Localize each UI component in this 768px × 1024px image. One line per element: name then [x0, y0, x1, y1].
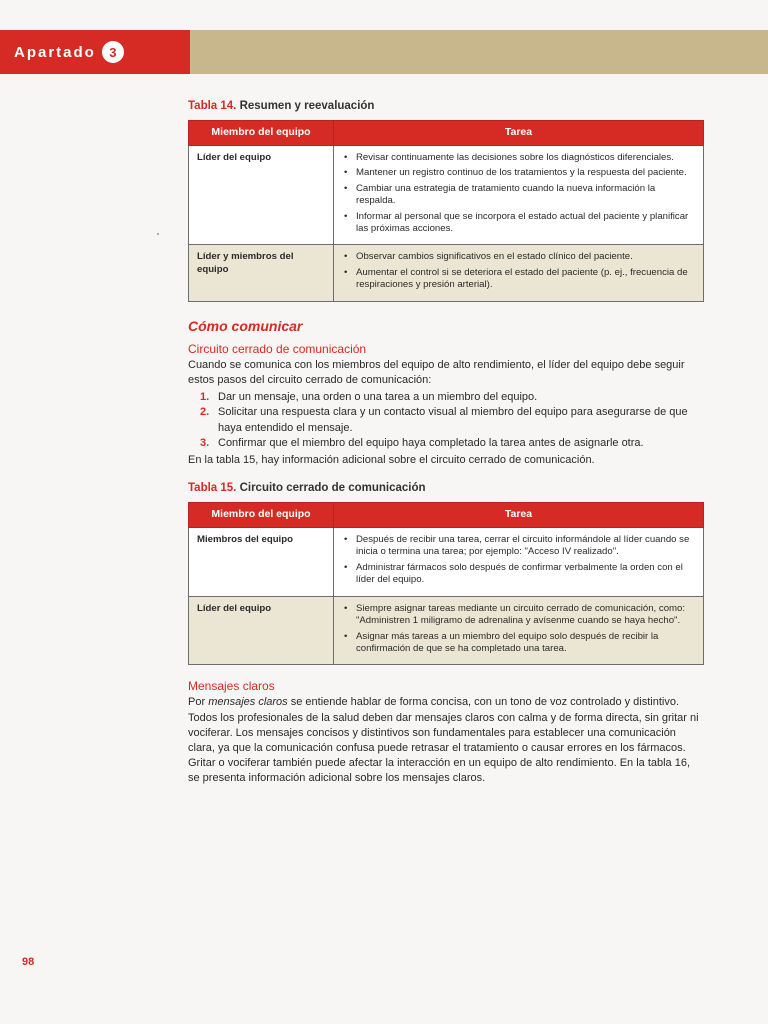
table-row [189, 527, 704, 596]
task-cell [334, 527, 704, 596]
steps-list [188, 390, 704, 451]
step-text: Confirmar que el miembro del equipo haya completado la tarea antes de asignarle otra. [218, 436, 644, 449]
member-cell: Líder del equipo [189, 596, 334, 665]
list-item [188, 405, 704, 435]
step-text: Solicitar una respuesta clara y un contacto visual al miembro del equipo para asegurarse de que haya entendido el mensaje. [218, 406, 688, 434]
table-row [189, 596, 704, 665]
step-number: 1. [200, 391, 210, 404]
member-cell: Líder y miembros del equipo [189, 245, 334, 301]
content [188, 100, 704, 786]
sub-heading: Circuito cerrado de comunicación [188, 341, 367, 356]
list-item [188, 390, 704, 405]
section-label: Apartado [14, 43, 96, 61]
intro-paragraph: Cuando se comunica con los miembros del equipo de alto rendimiento, el líder del equipo debe seguir estos pasos del circuito cerrado de comunicación: [188, 358, 685, 387]
step-number: 2. [200, 406, 210, 419]
step-text: Dar un mensaje, una orden o una tarea a un miembro del equipo. [218, 391, 538, 404]
section-number-badge: 3 [102, 41, 124, 63]
table15-title: Circuito cerrado de comunicación [239, 482, 426, 495]
task-item: • Siempre asignar tareas mediante un circuito cerrado de comunicación, como: "Administren 1 miligramo de adrenalina y avísenme cuando se haya hecho". [342, 603, 695, 628]
table14-title: Resumen y reevaluación [239, 100, 375, 112]
mensajes-term: mensajes claros [208, 696, 288, 709]
task-item: • Después de recibir una tarea, cerrar el circuito informándole al líder cuando se inicia o termina una tarea; por ejemplo: "Acceso IV realizado". [342, 534, 695, 559]
section-heading: Cómo comunicar [188, 317, 303, 334]
task-item: • Administrar fármacos solo después de confirmar verbalmente la orden con el líder del equipo. [342, 562, 695, 587]
header-band [190, 30, 768, 74]
task-cell [334, 596, 704, 665]
mensajes-paragraph [188, 695, 704, 786]
page-number: 98 [22, 956, 35, 968]
followup-paragraph: En la tabla 15, hay información adicional sobre el circuito cerrado de comunicación. [188, 453, 595, 466]
table-row [189, 145, 704, 245]
table14-number: Tabla 14. [188, 100, 237, 112]
sub-heading-mensajes: Mensajes claros [188, 679, 275, 694]
task-item: • Informar al personal que se incorpora el estado actual del paciente y planificar las próximas acciones. [342, 211, 695, 236]
step-number: 3. [200, 436, 210, 449]
task-item: • Mantener un registro continuo de los tratamientos y la respuesta del paciente. [342, 167, 695, 179]
table14-col-member: Miembro del equipo [189, 121, 334, 146]
table15-col-task: Tarea [334, 503, 704, 528]
task-item: • Cambiar una estrategia de tratamiento cuando la nueva información la respalda. [342, 183, 695, 208]
task-cell [334, 245, 704, 301]
table15 [188, 502, 704, 665]
speck [157, 233, 159, 235]
task-item: • Revisar continuamente las decisiones sobre los diagnósticos diferenciales. [342, 152, 695, 164]
table14-col-task: Tarea [334, 121, 704, 146]
mensajes-lead: Por [188, 696, 209, 709]
mensajes-body: se entiende hablar de forma concisa, con un tono de voz controlado y distintivo. Todos los profesionales de la salud deben dar mensajes claros con calma y de forma directa, sin gritar ni vociferar. Los mensajes concisos y distintivos son fundamentales para establecer una comunicación clara, ya que la comunicación confusa puede retrasar el tratamiento o causar errores en los fármacos. Gritar o vociferar también puede afectar la interacción en un equipo de alto rendimiento. En la tabla 16, se presenta información adicional sobre los mensajes claros. [188, 696, 699, 785]
list-item [188, 436, 704, 451]
task-item: • Aumentar el control si se deteriora el estado del paciente (p. ej., frecuencia de respiraciones y presión arterial). [342, 267, 695, 292]
table14-caption [188, 100, 704, 112]
task-item: • Asignar más tareas a un miembro del equipo solo después de recibir la confirmación de que se ha completado una tarea. [342, 631, 695, 656]
task-item: • Observar cambios significativos en el estado clínico del paciente. [342, 251, 695, 263]
member-cell: Miembros del equipo [189, 527, 334, 596]
section-header [0, 30, 190, 74]
table15-col-member: Miembro del equipo [189, 503, 334, 528]
table14 [188, 120, 704, 302]
member-cell: Líder del equipo [189, 145, 334, 245]
task-cell [334, 145, 704, 245]
table-row [189, 245, 704, 301]
table15-caption [188, 482, 704, 494]
table15-number: Tabla 15. [188, 482, 237, 495]
